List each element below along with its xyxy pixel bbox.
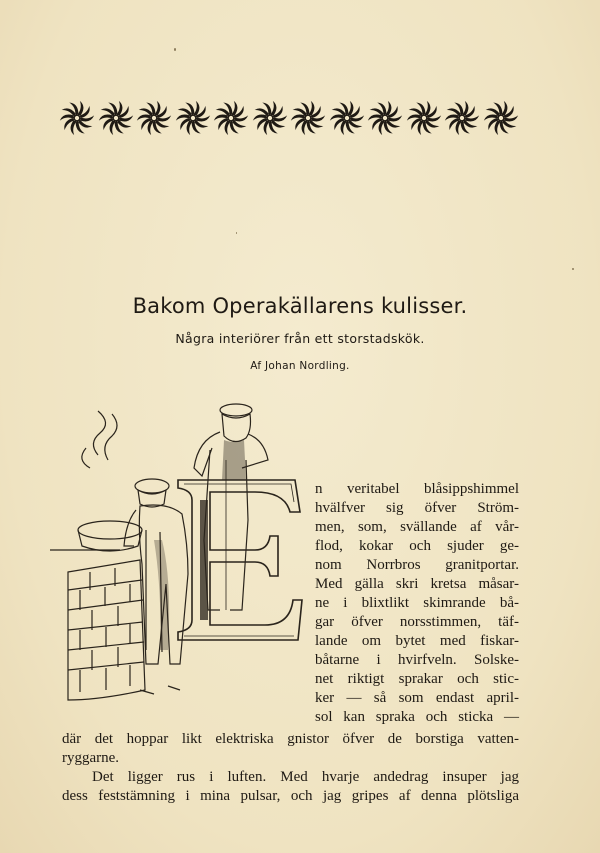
article-subtitle: Några interiörer från ett storstadskök. [175,331,425,346]
pinwheel-flower-icon [405,99,443,137]
body-line: båtarne i hvirfveln. Solske- [315,652,519,668]
pinwheel-flower-icon [366,99,404,137]
body-line: gar öfver norsstimmen, täf- [315,614,519,630]
body-line: Med gälla skri kretsa måsar- [315,576,519,592]
body-line: men, som, svällande af vår- [315,519,519,535]
body-line: där det hoppar likt elektriska gnistor öfver de borstiga vatten- [62,731,519,747]
paper-speck [572,268,574,270]
pinwheel-flower-icon [289,99,327,137]
pinwheel-flower-icon [97,99,135,137]
body-line: nom Norrbros granitportar. [315,557,519,573]
body-line: sol kan spraka och sticka — [315,709,519,725]
paper-speck [174,48,176,51]
body-line: dess feststämning i mina pulsar, och jag gripes af denna plötsliga [62,788,519,804]
body-line: n veritabel blåsippshimmel [315,481,519,497]
article-title: Bakom Operakällarens kulisser. [132,294,468,318]
article-byline: Af Johan Nordling. [250,360,350,372]
pinwheel-flower-icon [251,99,289,137]
body-line: net riktigt sprakar och stic- [315,671,519,687]
ornament-border [58,98,520,138]
body-line: ryggarne. [62,750,120,766]
pinwheel-flower-icon [58,99,96,137]
pinwheel-flower-icon [135,99,173,137]
paper-speck [236,232,237,234]
pinwheel-flower-icon [482,99,520,137]
body-line: ker — så som endast april- [315,690,519,706]
pinwheel-flower-icon [328,99,366,137]
pinwheel-flower-icon [443,99,481,137]
body-line: Det ligger rus i luften. Med hvarje andedrag insuper jag [92,769,519,785]
body-line: flod, kokar och sjuder ge- [315,538,519,554]
body-line: lande om bytet med fiskar- [315,633,519,649]
body-line: ne i blixtlikt skimrande bå- [315,595,519,611]
body-line: hvälfver sig öfver Ström- [315,500,519,516]
kitchen-illustration-with-drop-cap [50,400,310,725]
pinwheel-flower-icon [174,99,212,137]
pinwheel-flower-icon [212,99,250,137]
